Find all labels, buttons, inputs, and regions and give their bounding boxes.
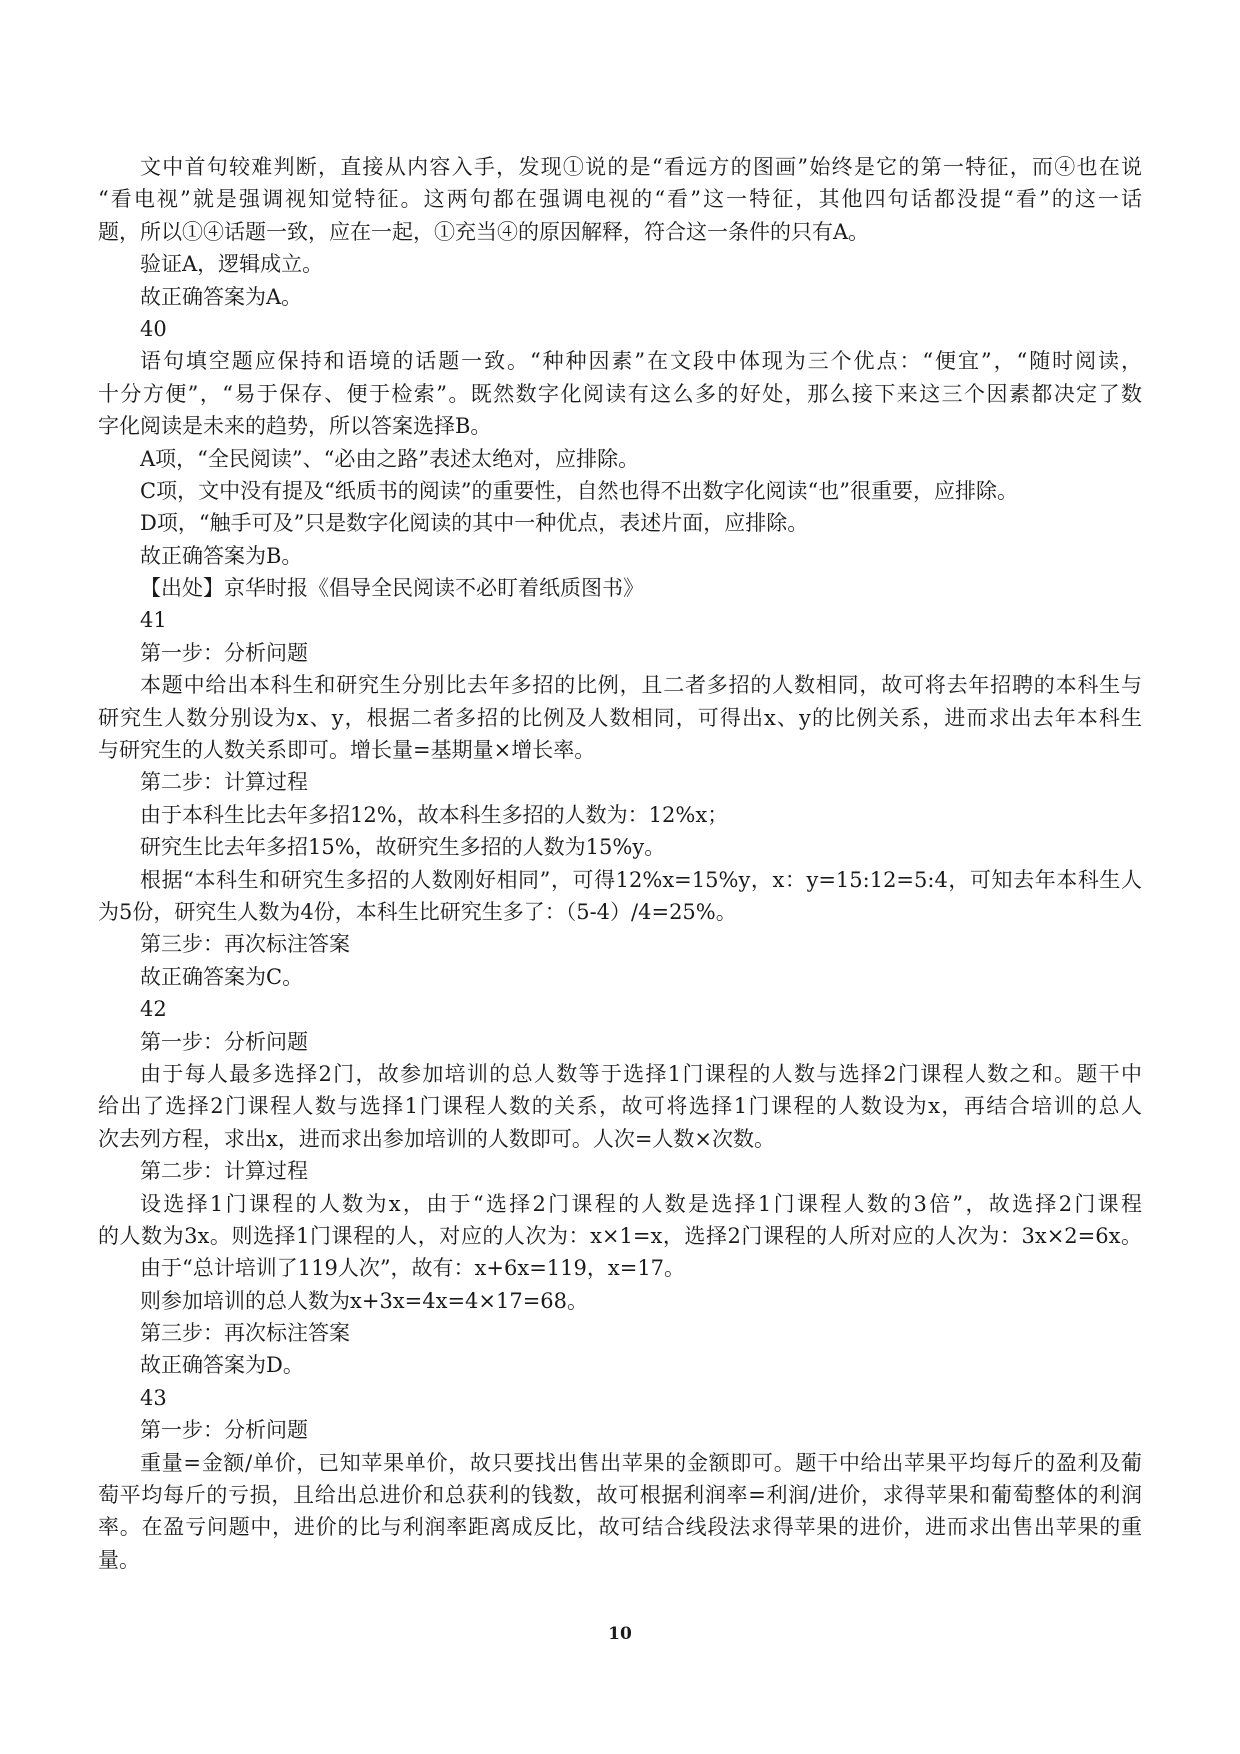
text-line: 给出了选择2门课程人数与选择1门课程人数的关系，故可将选择1门课程的人数设为x，再结合培训的总人 bbox=[98, 1094, 1142, 1119]
step-heading: 第一步：分析问题 bbox=[140, 1029, 308, 1054]
text-line: 率。在盈亏问题中，进价的比与利润率距离成反比，故可结合线段法求得苹果的进价，进而求出售出苹果的重 bbox=[98, 1515, 1142, 1540]
question-number: 43 bbox=[140, 1385, 167, 1410]
text-line: A项，“全民阅读”、“必由之路”表述太绝对，应排除。 bbox=[140, 446, 640, 471]
text-line: 由于每人最多选择2门，故参加培训的总人数等于选择1门课程的人数与选择2门课程人数之和。题干中 bbox=[140, 1061, 1142, 1086]
text-line: 研究生比去年多招15%，故研究生多招的人数为15%y。 bbox=[140, 835, 666, 860]
text-line: 题，所以①④话题一致，应在一起，①充当④的原因解释，符合这一条件的只有A。 bbox=[98, 219, 870, 244]
text-line: 根据“本科生和研究生多招的人数刚好相同”，可得12%x=15%y，x：y=15:12=5:4，可知去年本科生人 bbox=[140, 867, 1142, 892]
text-line: 字化阅读是未来的趋势，所以答案选择B。 bbox=[98, 414, 492, 439]
answer-line: 故正确答案为B。 bbox=[140, 543, 303, 568]
text-line: 验证A，逻辑成立。 bbox=[140, 252, 324, 277]
step-heading: 第二步：计算过程 bbox=[140, 770, 308, 795]
text-line: 十分方便”，“易于保存、便于检索”。既然数字化阅读有这么多的好处，那么接下来这三个因素都决定了数 bbox=[98, 381, 1142, 406]
text-line: 则参加培训的总人数为x+3x=4x=4×17=68。 bbox=[140, 1288, 589, 1313]
text-line: “看电视”就是强调视知觉特征。这两句都在强调电视的“看”这一特征，其他四句话都没提“看”的这一话 bbox=[98, 187, 1142, 212]
text-line: 重量=金额/单价，已知苹果单价，故只要找出售出苹果的金额即可。题干中给出苹果平均每斤的盈利及葡 bbox=[140, 1450, 1142, 1475]
question-number: 41 bbox=[140, 608, 167, 633]
page-number: 10 bbox=[608, 1624, 632, 1644]
text-line: 由于“总计培训了119人次”，故有：x+6x=119，x=17。 bbox=[140, 1256, 686, 1281]
text-line: 与研究生的人数关系即可。增长量=基期量×增长率。 bbox=[98, 738, 596, 763]
answer-line: 故正确答案为A。 bbox=[140, 284, 303, 309]
text-line: 为5份，研究生人数为4份，本科生比研究生多了：（5-4）/4=25%。 bbox=[98, 899, 737, 924]
text-line: 次去列方程，求出x，进而求出参加培训的人数即可。人次=人数×次数。 bbox=[98, 1126, 776, 1151]
answer-line: 故正确答案为D。 bbox=[140, 1353, 304, 1378]
text-line: 本题中给出本科生和研究生分别比去年多招的比例，且二者多招的人数相同，故可将去年招聘的本科生与 bbox=[140, 673, 1142, 698]
step-heading: 第二步：计算过程 bbox=[140, 1159, 308, 1184]
question-number: 42 bbox=[140, 997, 167, 1022]
step-heading: 第一步：分析问题 bbox=[140, 1418, 308, 1443]
step-heading: 第三步：再次标注答案 bbox=[140, 1321, 350, 1346]
text-line: 研究生人数分别设为x、y，根据二者多招的比例及人数相同，可得出x、y的比例关系，进而求出去年本科生 bbox=[98, 705, 1142, 730]
source-line: 【出处】京华时报《倡导全民阅读不必盯着纸质图书》 bbox=[140, 576, 644, 601]
text-line: C项，文中没有提及“纸质书的阅读”的重要性，自然也得不出数字化阅读“也”很重要，应排除。 bbox=[140, 478, 1019, 503]
text-line: 萄平均每斤的亏损，且给出总进价和总获利的钱数，故可根据利润率=利润/进价，求得苹果和葡萄整体的利润 bbox=[98, 1483, 1142, 1508]
text-line: 设选择1门课程的人数为x，由于“选择2门课程的人数是选择1门课程人数的3倍”，故选择2门课程 bbox=[140, 1191, 1142, 1216]
text-line: 语句填空题应保持和语境的话题一致。“种种因素”在文段中体现为三个优点：“便宜”，“随时阅读， bbox=[140, 349, 1142, 374]
text-line: D项，“触手可及”只是数字化阅读的其中一种优点，表述片面，应排除。 bbox=[140, 511, 809, 536]
text-line: 的人数为3x。则选择1门课程的人，对应的人次为：x×1=x，选择2门课程的人所对应的人次为：3x×2=6x。 bbox=[98, 1223, 1142, 1248]
step-heading: 第一步：分析问题 bbox=[140, 640, 308, 665]
answer-line: 故正确答案为C。 bbox=[140, 964, 304, 989]
text-line: 由于本科生比去年多招12%，故本科生多招的人数为：12%x； bbox=[140, 802, 729, 827]
text-line: 文中首句较难判断，直接从内容入手，发现①说的是“看远方的图画”始终是它的第一特征，而④也在说 bbox=[140, 155, 1142, 179]
text-line: 量。 bbox=[98, 1547, 140, 1572]
step-heading: 第三步：再次标注答案 bbox=[140, 932, 350, 957]
document-body bbox=[98, 151, 1142, 1576]
question-number: 40 bbox=[140, 316, 167, 341]
